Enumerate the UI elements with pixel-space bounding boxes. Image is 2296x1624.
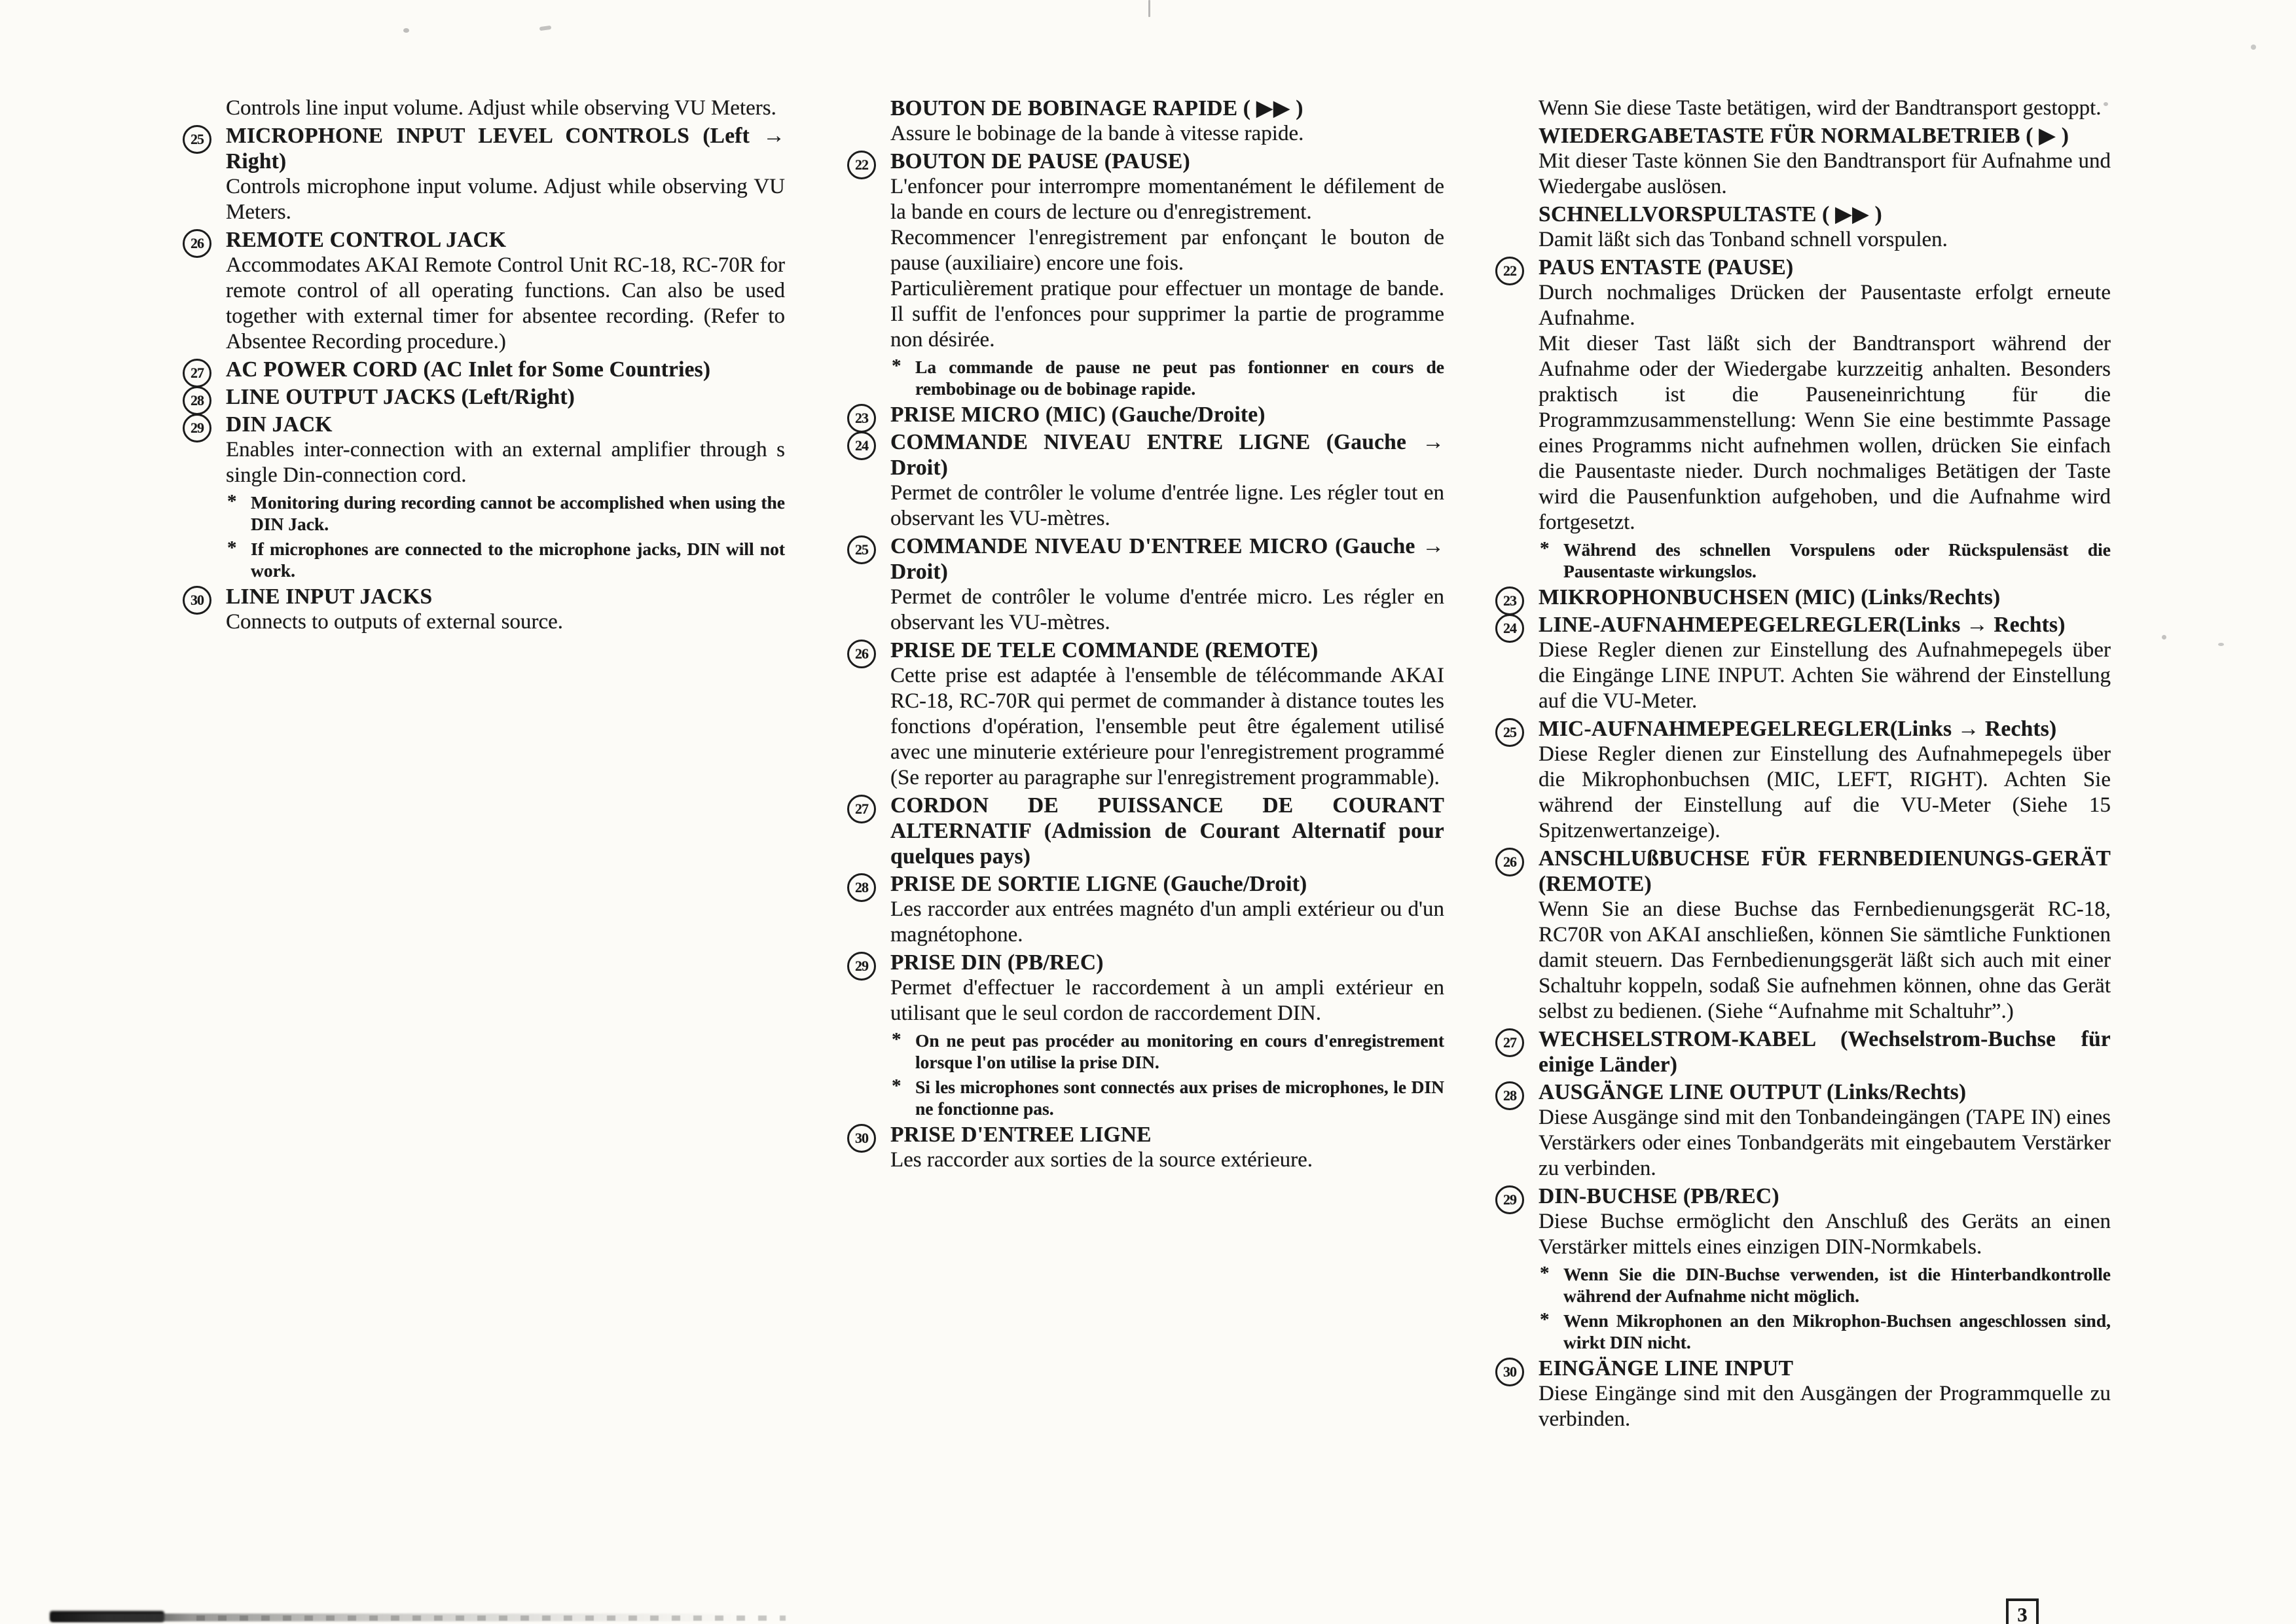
item-number-badge: 29 bbox=[183, 414, 211, 442]
item-paragraph: Recommencer l'enregistrement par enfonçant le bouton de pause (auxiliaire) encore une fois. bbox=[890, 226, 1444, 275]
item-heading: PRISE DE TELE COMMANDE (REMOTE) bbox=[890, 638, 1319, 662]
item-paragraph: Permet d'effectuer le raccordement à un ampli extérieur en utilisant que le seul cordon de raccordement DIN. bbox=[890, 976, 1444, 1025]
item-heading: LINE-AUFNAHMEPEGELREGLER(Links → Rechts) bbox=[1539, 613, 2066, 637]
item-number-badge: 28 bbox=[847, 873, 876, 902]
manual-item bbox=[1498, 585, 2111, 610]
item-paragraph: Permet de contrôler le volume d'entrée micro. Les régler en observant les VU-mètres. bbox=[890, 585, 1444, 634]
item-heading: MIC-AUFNAHMEPEGELREGLER(Links → Rechts) bbox=[1539, 717, 2057, 741]
manual-item bbox=[185, 123, 785, 225]
item-paragraph: Diese Regler dienen zur Einstellung des Aufnahmepegels über die Mikrophonbuchsen (MIC, LEFT, RIGHT). Achten Sie während der Einstellung auf die VU-Meter (Siehe 15 Spitzenwertanzeige). bbox=[1539, 742, 2111, 842]
item-number-badge: 25 bbox=[1495, 718, 1524, 747]
item-heading: ANSCHLUßBUCHSE FÜR FERNBEDIENUNGS-GERÄT (REMOTE) bbox=[1539, 846, 2111, 896]
manual-item bbox=[185, 227, 785, 355]
item-number-badge: 26 bbox=[847, 640, 876, 668]
item-heading: PRISE DIN (PB/REC) bbox=[890, 950, 1104, 975]
footnote bbox=[1539, 1263, 2111, 1307]
item-heading: AC POWER CORD (AC Inlet for Some Countries) bbox=[226, 357, 711, 382]
item-heading: LINE INPUT JACKS bbox=[226, 585, 433, 609]
manual-item bbox=[1498, 716, 2111, 844]
footnote bbox=[890, 1030, 1444, 1073]
continuation-paragraph bbox=[1498, 96, 2111, 121]
asterisk-bullet: * bbox=[1540, 538, 1550, 559]
item-number-badge: 27 bbox=[847, 795, 876, 823]
asterisk-bullet: * bbox=[892, 355, 902, 376]
item-heading: MIKROPHONBUCHSEN (MIC) (Links/Rechts) bbox=[1539, 585, 2001, 609]
manual-item bbox=[1498, 255, 2111, 582]
manual-item bbox=[185, 384, 785, 410]
item-heading: PRISE D'ENTREE LIGNE bbox=[890, 1123, 1152, 1147]
item-paragraph: Assure le bobinage de la bande à vitesse rapide. bbox=[890, 122, 1304, 145]
scan-speck bbox=[2104, 102, 2108, 106]
item-number-badge: 22 bbox=[847, 151, 876, 179]
item-paragraph: Mit dieser Tast läßt sich der Bandtransport während der Aufnahme oder der Wiedergabe kurzzeitig anhalten. Besonders praktisch ist die Pauseneinrichtung für die Programmzusammenstellung: Wenn Sie eine bestimmte Passage eines Programms nicht aufnehmen wollen, drücken Sie einfach die Pausentaste nieder. Durch nochmaliges Betätigen der Taste wird die Pausenfunktion aufgehoben, und die Aufnahme wird fortgesetzt. bbox=[1539, 332, 2111, 534]
item-number-badge: 23 bbox=[847, 404, 876, 433]
item-number-badge: 25 bbox=[183, 125, 211, 154]
item-heading: COMMANDE NIVEAU D'ENTREE MICRO (Gauche → Droit) bbox=[890, 534, 1444, 584]
manual-item bbox=[185, 584, 785, 635]
item-number-badge: 30 bbox=[847, 1124, 876, 1153]
manual-item bbox=[850, 96, 1444, 147]
item-heading: BOUTON DE PAUSE (PAUSE) bbox=[890, 149, 1190, 173]
item-number-badge: 28 bbox=[1495, 1081, 1524, 1110]
item-paragraph: Enables inter-connection with an external amplifier through s single Din-connection cord. bbox=[226, 438, 785, 487]
text-column-french bbox=[850, 96, 1444, 1175]
item-number-badge: 25 bbox=[847, 535, 876, 564]
item-number-badge: 29 bbox=[847, 952, 876, 981]
item-number-badge: 24 bbox=[847, 431, 876, 460]
manual-item bbox=[850, 533, 1444, 636]
item-heading: REMOTE CONTROL JACK bbox=[226, 228, 507, 252]
item-number-badge: 30 bbox=[183, 586, 211, 615]
scan-speck bbox=[2162, 635, 2166, 640]
item-heading: PRISE MICRO (MIC) (Gauche/Droite) bbox=[890, 403, 1266, 427]
item-paragraph: Mit dieser Taste können Sie den Bandtransport für Aufnahme und Wiedergabe auslösen. bbox=[1539, 149, 2111, 198]
manual-item bbox=[850, 793, 1444, 869]
item-number-badge: 24 bbox=[1495, 614, 1524, 643]
item-paragraph: Diese Eingänge sind mit den Ausgängen der Programmquelle zu verbinden. bbox=[1539, 1382, 2111, 1431]
item-heading: WECHSELSTROM-KABEL (Wechselstrom-Buchse für einige Länder) bbox=[1539, 1027, 2111, 1077]
footnote bbox=[1539, 539, 2111, 582]
item-paragraph: Diese Buchse ermöglicht den Anschluß des Geräts an einen Verstärker mittels eines einzigen DIN-Normkabels. bbox=[1539, 1210, 2111, 1259]
item-paragraph: L'enfoncer pour interrompre momentanément le défilement de la bande en cours de lecture ou d'enregistrement. bbox=[890, 175, 1444, 224]
item-heading: BOUTON DE BOBINAGE RAPIDE ( ▶▶ ) bbox=[890, 96, 1303, 120]
item-number-badge: 30 bbox=[1495, 1358, 1524, 1386]
manual-item bbox=[1498, 612, 2111, 714]
footnote-text: Wenn Sie die DIN-Buchse verwenden, ist die Hinterbandkontrolle während der Aufnahme nicht möglich. bbox=[1563, 1264, 2111, 1306]
item-heading: PAUS ENTASTE (PAUSE) bbox=[1539, 255, 1794, 280]
continuation-paragraph bbox=[185, 96, 785, 121]
manual-item bbox=[185, 412, 785, 581]
text-column-english bbox=[185, 96, 785, 637]
footnote-text: Si les microphones sont connectés aux prises de microphones, le DIN ne fonctionne pas. bbox=[915, 1077, 1444, 1119]
scan-speck bbox=[539, 26, 552, 31]
footnote-text: Monitoring during recording cannot be accomplished when using the DIN Jack. bbox=[251, 492, 785, 534]
asterisk-bullet: * bbox=[1540, 1309, 1550, 1330]
manual-item bbox=[850, 1122, 1444, 1173]
manual-item bbox=[850, 149, 1444, 399]
scan-artifact-smudge bbox=[196, 1615, 786, 1621]
item-heading: LINE OUTPUT JACKS (Left/Right) bbox=[226, 385, 575, 409]
item-number-badge: 26 bbox=[1495, 848, 1524, 876]
manual-item bbox=[850, 950, 1444, 1119]
manual-item bbox=[850, 638, 1444, 791]
asterisk-bullet: * bbox=[227, 537, 237, 558]
manual-item bbox=[850, 402, 1444, 427]
footnote bbox=[890, 356, 1444, 399]
item-heading: AUSGÄNGE LINE OUTPUT (Links/Rechts) bbox=[1539, 1080, 1967, 1104]
scan-speck bbox=[1148, 0, 1150, 17]
manual-item bbox=[1498, 123, 2111, 200]
footnote bbox=[226, 492, 785, 535]
item-number-badge: 28 bbox=[183, 386, 211, 415]
footnote-text: On ne peut pas procéder au monitoring en cours d'enregistrement lorsque l'on utilise la prise DIN. bbox=[915, 1030, 1444, 1072]
item-heading: CORDON DE PUISSANCE DE COURANT ALTERNATIF (Admission de Courant Alternatif pour quelques pays) bbox=[890, 793, 1444, 869]
footnote-text: Wenn Mikrophonen an den Mikrophon-Buchsen angeschlossen sind, wirkt DIN nicht. bbox=[1563, 1310, 2111, 1352]
item-paragraph: Permet de contrôler le volume d'entrée ligne. Les régler tout en observant les VU-mètres. bbox=[890, 481, 1444, 530]
item-paragraph: Damit läßt sich das Tonband schnell vorspulen. bbox=[1539, 228, 1948, 251]
manual-item bbox=[1498, 1079, 2111, 1182]
item-number-badge: 27 bbox=[183, 359, 211, 388]
item-paragraph: Controls microphone input volume. Adjust while observing VU Meters. bbox=[226, 175, 785, 224]
scan-speck bbox=[2218, 643, 2224, 646]
item-heading: SCHNELLVORSPULTASTE ( ▶▶ ) bbox=[1539, 202, 1882, 226]
scan-speck bbox=[403, 28, 409, 33]
page-number-box bbox=[2006, 1598, 2039, 1624]
item-paragraph: Wenn Sie an diese Buchse das Fernbedienungsgerät RC-18, RC70R von AKAI anschließen, können Sie sämtliche Funktionen damit steuern. Das Fernbedienungsgerät läßt sich auch mit einer Schaltuhr koppeln, sodaß Sie aufnehmen können, ohne das Gerät selbst zu bedienen. (Siehe “Aufnahme mit Schaltuhr”.) bbox=[1539, 897, 2111, 1023]
footnote-text: Während des schnellen Vorspulens oder Rückspulensäst die Pausentaste wirkungslos. bbox=[1563, 539, 2111, 581]
manual-item bbox=[1498, 202, 2111, 253]
item-number-badge: 27 bbox=[1495, 1028, 1524, 1057]
manual-item bbox=[1498, 1183, 2111, 1353]
asterisk-bullet: * bbox=[1540, 1263, 1550, 1284]
item-number-badge: 22 bbox=[1495, 257, 1524, 285]
item-heading: DIN JACK bbox=[226, 412, 333, 437]
item-paragraph: Les raccorder aux entrées magnéto d'un ampli extérieur ou d'un magnétophone. bbox=[890, 897, 1444, 947]
asterisk-bullet: * bbox=[227, 491, 237, 512]
item-number-badge: 29 bbox=[1495, 1185, 1524, 1214]
manual-item bbox=[850, 429, 1444, 532]
asterisk-bullet: * bbox=[892, 1029, 902, 1050]
manual-item bbox=[185, 357, 785, 382]
item-number-badge: 26 bbox=[183, 229, 211, 258]
scan-speck bbox=[2251, 45, 2256, 50]
footnote-text: La commande de pause ne peut pas fontionner en cours de rembobinage ou de bobinage rapide. bbox=[915, 357, 1444, 399]
manual-item bbox=[1498, 1026, 2111, 1077]
item-paragraph: Controls line input volume. Adjust while observing VU Meters. bbox=[226, 96, 776, 120]
manual-item bbox=[1498, 846, 2111, 1024]
page-number: 3 bbox=[2017, 1603, 2028, 1624]
item-heading: MICROPHONE INPUT LEVEL CONTROLS (Left → Right) bbox=[226, 124, 785, 173]
item-paragraph: Connects to outputs of external source. bbox=[226, 610, 564, 634]
manual-item bbox=[1498, 1356, 2111, 1432]
manual-item bbox=[850, 871, 1444, 948]
item-heading: DIN-BUCHSE (PB/REC) bbox=[1539, 1184, 1779, 1208]
item-paragraph: Accommodates AKAI Remote Control Unit RC-18, RC-70R for remote control of all operating functions. Can also be used together with external timer for absentee recording. (Refer to Absentee Recording procedure.) bbox=[226, 253, 785, 353]
item-paragraph: Particulièrement pratique pour effectuer un montage de bande. Il suffit de l'enfonces pour supprimer la partie de programme non désirée. bbox=[890, 277, 1444, 352]
item-paragraph: Durch nochmaliges Drücken der Pausentaste erfolgt erneute Aufnahme. bbox=[1539, 281, 2111, 330]
item-paragraph: Cette prise est adaptée à l'ensemble de télécommande AKAI RC-18, RC-70R qui permet de commander à distance toutes les fonctions d'opération, l'ensemble peut être également utilisé avec une minuterie extérieure pour l'enregistrement programmé (Se reporter au paragraphe sur l'enregistrement programmable). bbox=[890, 664, 1444, 789]
item-paragraph: Diese Regler dienen zur Einstellung des Aufnahmepegels über die Eingänge LINE INPUT. Achten Sie während der Einstellung auf die VU-Meter. bbox=[1539, 638, 2111, 713]
item-paragraph: Les raccorder aux sorties de la source extérieure. bbox=[890, 1148, 1313, 1172]
item-heading: EINGÄNGE LINE INPUT bbox=[1539, 1356, 1794, 1380]
item-number-badge: 23 bbox=[1495, 586, 1524, 615]
item-heading: WIEDERGABETASTE FÜR NORMALBETRIEB ( ▶ ) bbox=[1539, 124, 2069, 148]
item-paragraph: Wenn Sie diese Taste betätigen, wird der Bandtransport gestoppt. bbox=[1539, 96, 2102, 120]
footnote bbox=[890, 1076, 1444, 1119]
footnote bbox=[226, 538, 785, 581]
item-heading: COMMANDE NIVEAU ENTRE LIGNE (Gauche → Droit) bbox=[890, 430, 1444, 480]
item-heading: PRISE DE SORTIE LIGNE (Gauche/Droit) bbox=[890, 872, 1307, 896]
text-column-german bbox=[1498, 96, 2111, 1434]
item-paragraph: Diese Ausgänge sind mit den Tonbandeingängen (TAPE IN) eines Verstärkers oder eines Tonbandgeräts mit eingebautem Verstärker zu verbinden. bbox=[1539, 1106, 2111, 1180]
asterisk-bullet: * bbox=[892, 1075, 902, 1096]
footnote bbox=[1539, 1310, 2111, 1353]
footnote-text: If microphones are connected to the microphone jacks, DIN will not work. bbox=[251, 539, 785, 581]
